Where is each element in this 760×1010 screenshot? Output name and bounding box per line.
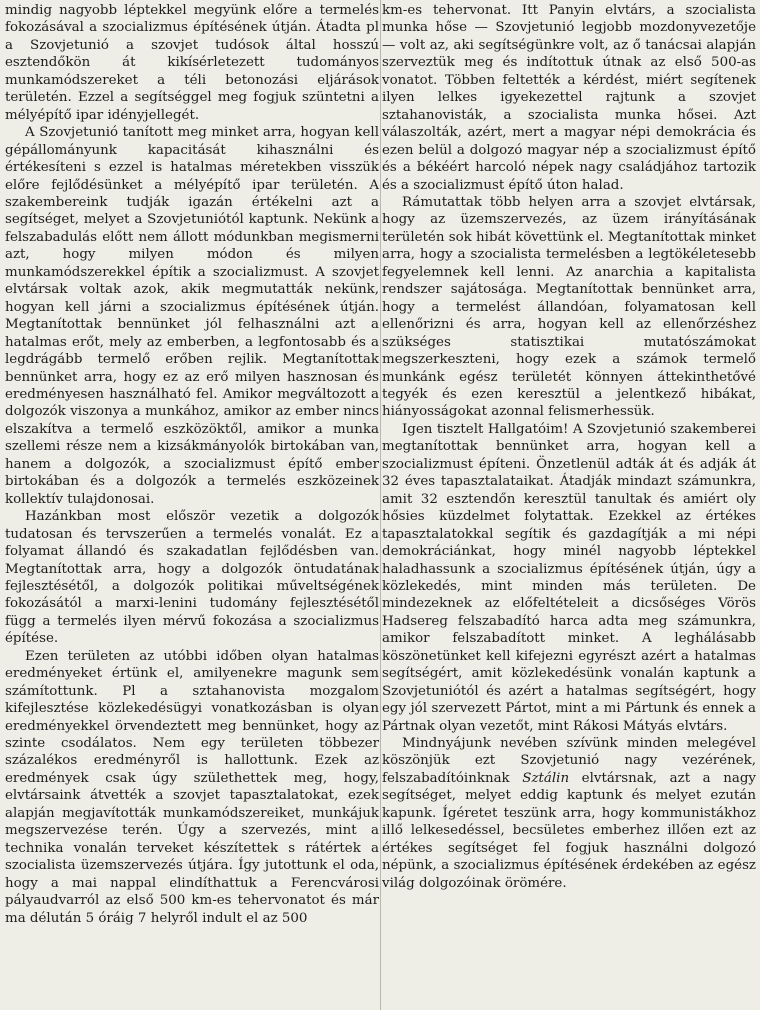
italic-name: Sztálin: [522, 770, 570, 786]
article-paragraph: [382, 735, 756, 892]
paragraph-text: elvtársnak, azt a nagy segítséget, melyet eddig kaptunk és melyet ezután kapunk. Ígéretet teszünk arra, hogy kommunistákhoz illő lelkesedéssel, becsületes emberhez illően ezt az értékes segítséget fel fogjuk használni dolgozó népünk, a szocializmus építésének érdekében az egész világ dolgozóinak örömére.: [382, 770, 757, 891]
left-column: [5, 2, 379, 1010]
article-paragraph: Rámutattak több helyen arra a szovjet elvtársak, hogy az üzemszervezés, az üzem irányításának területén sok hibát követtünk el. Megtanítottak minket arra, hogy a szocialista termelésben a legtökéletesebb fegyelemnek kell lenni. Az anarchia a kapitalista rendszer sajátosága. Megtanítottak bennünket arra, hogy a termelést állandóan, folyamatosan kell ellenőrizni és arra, hogyan kell az ellenőrzéshez szükséges statisztikai mutatószámokat megszerkeszteni, hogy ezek a számok termelő munkánk egész területét könnyen áttekinthetővé tegyék és ezen keresztül a jelentkező hibákat, hiányosságokat azonnal felismerhessük.: [382, 194, 756, 420]
article-paragraph: mindig nagyobb léptekkel megyünk előre a termelés fokozásával a szocializmus építésének útján. Átadta pl a Szovjetunió a szovjet tudósok által hosszú esztendőkön át kikísérletezett tudományos munkamódszereket a téli betonozási eljárások területén. Ezzel a segítséggel meg fogjuk szüntetni a mélyépítő ipar idényjellegét.: [5, 3, 379, 123]
column-divider: [380, 0, 381, 1010]
article-paragraph: Ezen területen az utóbbi időben olyan hatalmas eredményeket értünk el, amilyenekre magunk sem számítottunk. Pl a sztahanovista mozgalom kifejlesztése közlekedésügyi vonatkozásban is olyan eredményekkel örvendeztett meg bennünket, hogy az szinte csodálatos. Nem egy területen többezer százalékos eredményről is hallottunk. Ezek az eredmények csak úgy születhettek meg, hogy, elvtársaink átvették a szovjet tapasztalatokat, ezek alapján megjavították munkamódszereiket, munkájuk megszervezése terén. Úgy a szervezés, mint a technika vonalán terveket készítettek s rátértek a szocialista üzemszervezés útjára. Így jutottunk el oda, hogy a mai nappal elindíthattuk a Ferencvárosi pályaudvarról az első 500 km-es tehervonatot és már ma délután 5 óráig 7 helyről indult el az 500: [5, 648, 379, 926]
article-paragraph: km-es tehervonat. Itt Panyin elvtárs, a szocialista munka hőse — Szovjetunió legjobb mozdonyvezetője — volt az, aki segítségünkre volt, az ő tanácsai alapján szerveztük meg és indítottuk útnak az első 500-as vonatot. Többen feltették a kérdést, miért segítenek ilyen lelkes igyekezettel rajtunk a szovjet sztahanovisták, a szocialista munka hősei. Azt válaszolták, azért, mert a magyar népi demokrácia és ezen belül a dolgozó magyar nép a szocializmust építő és a békéért harcoló népek nagy családjához tartozik és a szocializmust építő úton halad.: [382, 3, 756, 193]
right-column: [382, 2, 756, 1010]
article-paragraph: A Szovjetunió tanított meg minket arra, hogyan kell gépállományunk kapacitását kihasználni és értékesíteni s ezzel is hatalmas méretekben visszük előre fejlődésünket a mélyépítő ipar területén. A szakembereink tudják igazán értékelni azt a segítséget, melyet a Szovjetuniótól kaptunk. Nekünk a felszabadulás előtt nem állott módunkban megismerni azt, hogy milyen módon és milyen munkamódszerekkel építik a szocializmust. A szovjet elvtársak voltak azok, akik megmutatták nekünk, hogyan kell járni a szocializmus építésének útján. Megtanítottak bennünket jól felhasználni azt a hatalmas erőt, mely az emberben, a legfontosabb és a legdrágább termelő erőben rejlik. Megtanítottak bennünket arra, hogy ez az erő milyen hasznosan és eredményesen használható fel. Amikor megváltozott a dolgozók viszonya a munkához, amikor az ember nincs elszakítva a termelő eszközöktől, amikor a munka szellemi része nem a kizsákmányolók birtokában van, hanem a dolgozók, a szocializmust építő ember birtokában és a dolgozók a termelés eszközeinek kollektív tulajdonosai.: [5, 125, 379, 507]
article-paragraph: Igen tisztelt Hallgatóim! A Szovjetunió szakemberei megtanítottak bennünket arra, hogyan kell a szocializmust építeni. Önzetlenül adták át és adják át 32 éves tapasztalataikat. Átadják mindazt számunkra, amit 32 esztendőn keresztül tanultak és amiért oly hősies küzdelmet folytattak. Ezekkel az értékes tapasztalatokkal segítik és gazdagítják a mi népi demokráciánkat, hogy minél nagyobb léptekkel haladhassunk a szocializmus építésének útján, úgy a közlekedés, mint minden más területen. De mindezeknek az előfeltételeit a dicsőséges Vörös Hadsereg felszabadító harca adta meg számunkra, amikor felszabadított minket. A leghálásabb köszönetünket kell kifejezni egyrészt azért a hatalmas segítségért, amit közlekedésünk vonalán kaptunk a Szovjetuniótól és azért a hatalmas segítségért, hogy egy jól szervezett Pártot, mint a mi Pártunk és ennek a Pártnak olyan vezetőt, mint Rákosi Mátyás elvtárs.: [382, 421, 756, 734]
article-paragraph: Hazánkban most először vezetik a dolgozók tudatosan és tervszerűen a termelés vonalát. Ez a folyamat állandó és szakadatlan fejlődésben van. Megtanítottak arra, hogy a dolgozók öntudatának fejlesztésétől, a dolgozók politikai műveltségének fokozásától a marxi-lenini tudomány fejlesztésétől függ a termelés ilyen mérvű fokozása a szocializmus építése.: [5, 509, 379, 647]
paragraph-text: Mindnyájunk nevében szívünk minden melegével köszönjük ezt Szovjetunió nagy vezérének, felszabadítóinknak: [382, 736, 756, 786]
